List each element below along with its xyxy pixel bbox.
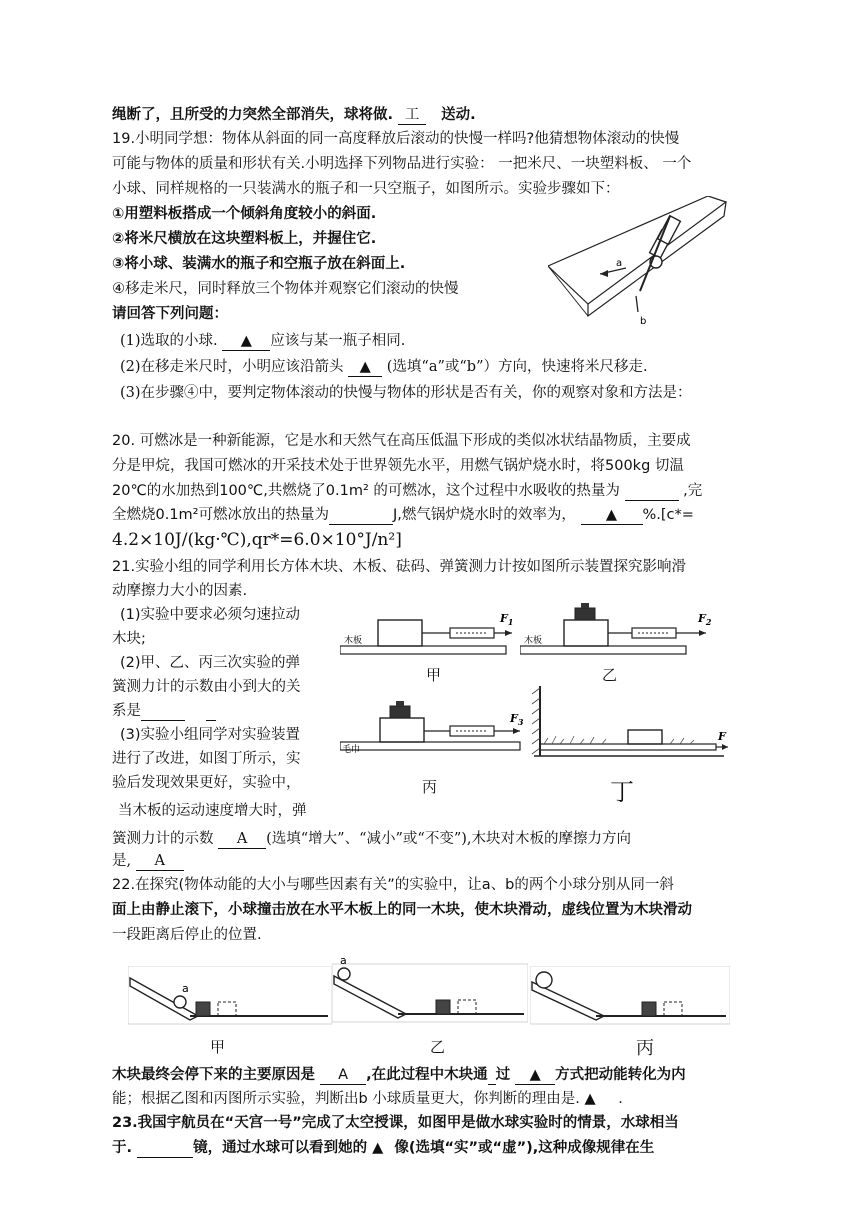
q19-line1: 19.小明同学想：物体从斜面的同一高度释放后滚动的快慢一样吗?他猜想物体滚动的快慢: [112, 131, 680, 147]
q19-part2-text: (2)在移走米尺时，小明应该沿箭头: [120, 359, 344, 375]
q23-line2-text2: 镜，通过水球可以看到她的: [193, 1140, 368, 1156]
incline-label-a: a: [616, 258, 623, 269]
svg-text:F2: [697, 612, 712, 627]
q19-part1-blank: ▲: [222, 332, 270, 351]
q22-line4-text3: 过: [495, 1067, 511, 1083]
q18-blank: 工: [398, 106, 426, 125]
friction-figure-ding: [530, 684, 734, 764]
friction-figure-yi: [520, 600, 720, 678]
q20-blank3: ▲: [581, 506, 643, 525]
q19-part2-text2: (选填“a”或“b”）方向，快速将米尺移走.: [386, 359, 648, 375]
q23-line2-text3: 像(选填“实”或“虚”),这种成像规律在生: [394, 1140, 655, 1156]
friction-bing-force-sub: 3: [517, 717, 524, 727]
q19-line3: 小球、同样规格的一只装满水的瓶子和一只空瓶子，如图所示。实验步骤如下：: [112, 181, 620, 197]
q21-s2a: (2)甲、乙、丙三次实验的弹: [120, 655, 301, 671]
friction-jia-board-label: 木板: [344, 636, 363, 646]
q19-step2: ②将米尺横放在这块塑料板上，并握住它.: [112, 231, 377, 247]
q22-blank-reason: A: [320, 1066, 366, 1085]
q19-part1-text2: 应该与某一瓶子相同.: [270, 333, 406, 349]
q23-line1: 23.我国宇航员在“天宫一号”完成了太空授课，如图甲是做水球实验时的情景，水球相当: [112, 1115, 679, 1131]
friction-jia-force-sub: 1: [507, 617, 514, 627]
q22-line3: 一段距离后停止的位置.: [112, 927, 262, 943]
q20-blank2: [329, 506, 393, 525]
kinetic-jia-ball-label: a: [182, 982, 189, 995]
q22-blank-judgement: ▲: [584, 1091, 596, 1107]
q23-blank-image: ▲: [372, 1140, 384, 1156]
friction-bing-force-label: F: [510, 712, 518, 725]
q22-blank-gap: [488, 1066, 496, 1085]
q21-s3e: [112, 828, 631, 850]
q21-s3g-text: 是,: [112, 853, 132, 869]
friction-cap-bing: 丙: [422, 778, 438, 796]
q19-line2: 可能与物体的质量和形状有关.小明选择下列物品进行实验： 一把米尺、一块塑料板、 一个: [112, 156, 692, 172]
q22-line5-end: .: [618, 1091, 623, 1107]
friction-yi-force-label: F: [698, 612, 706, 625]
q20-line4-text3: %.[c*=: [642, 507, 694, 523]
kinetic-figure-jia: [128, 966, 332, 1028]
incline-drawing: [548, 196, 728, 326]
q19-step1: ①用塑料板搭成一个倾斜角度较小的斜面.: [112, 206, 377, 222]
friction-jia-force-label: F: [500, 612, 508, 625]
q20-line1: 20. 可燃冰是一种新能源，它是水和天然气在高压低温下形成的类似冰状结晶物质，主要成: [112, 433, 691, 449]
q19-part1-text: (1)选取的小球.: [120, 333, 218, 349]
q21-line1: 21.实验小组的同学利用长方体木块、木板、砝码、弹簧测力计按如图所示装置探究影响滑: [112, 559, 687, 575]
q22-line4-text4: 方式把动能转化为内: [555, 1067, 686, 1083]
q18-text: 绳断了，且所受的力突然全部消失，球将做.: [112, 107, 394, 123]
q18-line: [112, 104, 476, 126]
q20-line3-text: 20℃的水加热到100℃,共燃烧了0.1m² 的可燃冰，这个过程中水吸收的热量为: [112, 483, 620, 499]
q22-line5-text: 能；根据乙图和丙图所示实验，判断出b 小球质量更大，你判断的理由是.: [112, 1091, 580, 1107]
kinetic-yi-ball-label: a: [340, 954, 347, 967]
q21-s3e-text: 簧测力计的示数: [112, 831, 214, 847]
q19-prompt: 请回答下列问题：: [112, 306, 228, 322]
q23-line2: [112, 1137, 654, 1159]
q21-s2c: [112, 700, 216, 722]
q19-step4: ④移走米尺，同时释放三个物体并观察它们滚动的快慢: [112, 281, 459, 297]
q21-s3f-text: (选填“增大”、“减小”或“不变”),木块对木板的摩擦力方向: [266, 831, 632, 847]
q19-part1: [120, 330, 405, 352]
q20-line5: 4.2×10J/(kg·℃),qr*=6.0×10°J/n²]: [112, 530, 402, 550]
q21-s2c-text: 系是: [112, 703, 141, 719]
q22-line4-text: 木块最终会停下来的主要原因是: [112, 1067, 315, 1083]
friction-cap-yi: 乙: [602, 666, 618, 684]
q22-line4-text2: ,在此过程中木块通: [366, 1067, 488, 1083]
q21-blank-direction: A: [136, 852, 184, 871]
q20-blank1: [625, 482, 679, 501]
q21-s3a: (3)实验小组同学对实验装置: [120, 727, 301, 743]
q21-s1a: (1)实验中要求必须匀速拉动: [120, 607, 301, 623]
q20-line2: 分是甲烷，我国可燃冰的开采技术处于世界领先水平，用燃气锅炉烧水时，将500kg 切温: [112, 458, 684, 474]
q21-blank-order: [141, 702, 185, 721]
q19-part3: (3)在步骤④中，要判定物体滚动的快慢与物体的形状是否有关，你的观察对象和方法是：: [120, 385, 692, 401]
q21-s2b: 簧测力计的示数由小到大的关: [112, 679, 301, 695]
q21-blank-reading: A: [218, 830, 266, 849]
svg-text:F1: [499, 612, 513, 627]
q18-after: 送动.: [441, 107, 476, 123]
q19-part2-blank: ▲: [348, 358, 382, 377]
q20-line3-text2: ,完: [683, 483, 703, 499]
kinetic-cap-bing: 丙: [636, 1038, 654, 1059]
q21-s3c: 验后发现效果更好，实验中，: [112, 775, 301, 791]
q19-part2: [120, 356, 648, 378]
kinetic-figure-yi: [332, 954, 528, 1026]
q21-s3g: [112, 850, 184, 872]
incline-label-b: b: [640, 316, 647, 326]
q22-line4: [112, 1064, 686, 1086]
friction-yi-board-label: 木板: [524, 636, 543, 646]
friction-cap-ding: 丁: [610, 778, 634, 806]
q21-s3b: 进行了改进，如图丁所示，实: [112, 751, 301, 767]
friction-bing-towel-label: 毛巾: [342, 745, 361, 755]
q21-s1b: 木块;: [112, 631, 146, 647]
friction-yi-force-sub: 2: [705, 617, 712, 627]
q22-line1: 22.在探究(物体动能的大小与哪些因素有关”的实验中，让a、b的两个小球分别从同一斜: [112, 877, 674, 893]
q22-blank-method: ▲: [515, 1066, 555, 1085]
q21-blank-order-tail: [206, 702, 216, 721]
incline-figure: [548, 196, 728, 326]
q21-line2: 动摩擦力大小的因素.: [112, 583, 248, 599]
q23-blank-lens: [137, 1139, 193, 1158]
q22-line5: [112, 1088, 623, 1110]
kinetic-cap-yi: 乙: [430, 1038, 446, 1056]
q22-line2: 面上由静止滚下，小球撞击放在水平木板上的同一木块，使木块滑动，虚线位置为木块滑动: [112, 902, 692, 918]
q19-step3: ③将小球、装满水的瓶子和空瓶子放在斜面上.: [112, 256, 406, 272]
q20-line4-text2: J,燃气锅炉烧水时的效率为，: [393, 507, 576, 523]
q21-s3d: 当木板的运动速度增大时，弹: [118, 803, 307, 819]
kinetic-figure-bing: [530, 966, 730, 1028]
q23-line2-text: 于.: [112, 1140, 133, 1156]
q20-line4-text: 全燃烧0.1m²可燃冰放出的热量为: [112, 507, 329, 523]
friction-ding-force-label: F: [718, 730, 726, 743]
friction-figure-bing: [340, 698, 530, 760]
q20-line4: [112, 504, 694, 526]
friction-cap-jia: 甲: [426, 666, 442, 684]
svg-text:F3: [509, 712, 524, 727]
kinetic-cap-jia: 甲: [210, 1038, 226, 1056]
q20-line3: [112, 480, 702, 502]
